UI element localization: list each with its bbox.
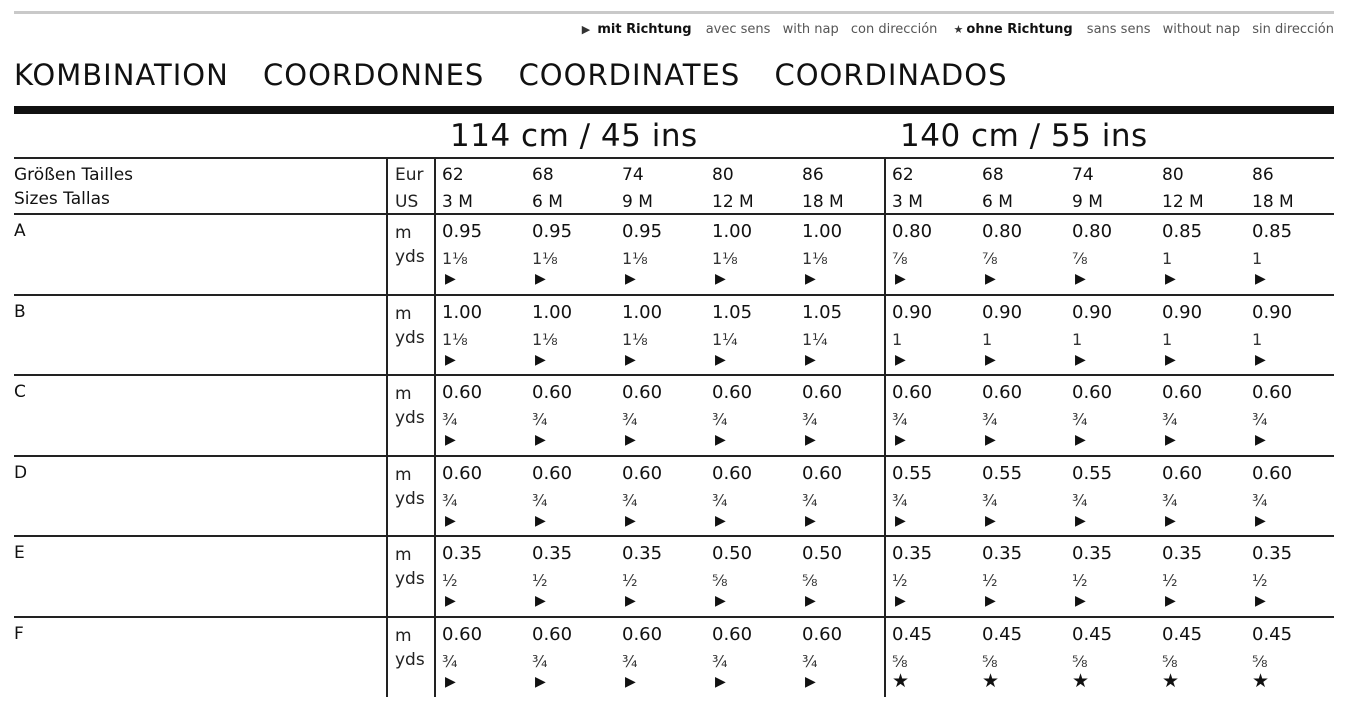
meters-value: 0.35 xyxy=(1162,543,1203,564)
with-nap-icon: ▶ xyxy=(895,432,906,448)
with-nap-icon: ▶ xyxy=(625,673,636,690)
row-divider xyxy=(14,374,1334,376)
title-de: KOMBINATION xyxy=(14,58,229,92)
meters-value: 0.55 xyxy=(982,462,1023,484)
top-rule xyxy=(14,11,1334,14)
yards-value: 1 xyxy=(1252,329,1263,349)
meters-value: 0.35 xyxy=(532,543,573,564)
title-underline xyxy=(14,106,1334,114)
with-nap-icon: ▶ xyxy=(805,351,816,368)
unit-yds: yds xyxy=(395,408,425,428)
yards-value: ¾ xyxy=(802,410,818,429)
with-nap-icon: ▶ xyxy=(715,271,726,287)
without-nap-icon: ★ xyxy=(892,669,910,692)
unit-m: m xyxy=(395,464,412,485)
yards-value: ½ xyxy=(982,571,998,590)
yards-value: ⅝ xyxy=(712,571,728,590)
with-nap-icon: ▶ xyxy=(715,351,726,368)
meters-value: 0.50 xyxy=(802,543,843,564)
yards-value: ¾ xyxy=(622,490,638,510)
with-nap-icon: ▶ xyxy=(445,271,456,287)
with-nap-icon: ▶ xyxy=(805,432,816,448)
meters-value: 0.60 xyxy=(802,623,843,645)
meters-value: 0.60 xyxy=(1252,462,1293,484)
yards-value: 1 xyxy=(892,329,903,349)
with-nap-icon: ▶ xyxy=(895,593,906,609)
meters-value: 0.90 xyxy=(1072,301,1113,323)
meters-value: 0.60 xyxy=(1162,382,1203,403)
view-label: B xyxy=(14,301,26,322)
yards-value: 1 xyxy=(1162,329,1173,349)
yards-value: ⅝ xyxy=(982,651,998,671)
meters-value: 0.45 xyxy=(1072,623,1113,645)
eur-label: Eur xyxy=(395,165,424,185)
with-nap-icon: ▶ xyxy=(1165,512,1176,529)
meters-value: 0.90 xyxy=(1252,301,1293,323)
unit-m: m xyxy=(395,223,412,243)
with-nap-icon: ▶ xyxy=(535,593,546,609)
meters-value: 0.35 xyxy=(442,543,483,564)
with-nap-icon: ▶ xyxy=(445,512,456,529)
unit-m: m xyxy=(395,384,412,404)
meters-value: 0.90 xyxy=(892,301,933,323)
legend-without-nap-es: sin dirección xyxy=(1252,22,1334,37)
meters-value: 0.85 xyxy=(1252,221,1293,242)
meters-value: 0.90 xyxy=(982,301,1023,323)
unit-m: m xyxy=(395,625,412,646)
yards-value: ½ xyxy=(532,571,548,590)
meters-value: 0.60 xyxy=(622,462,663,484)
with-nap-icon: ▶ xyxy=(1255,512,1266,529)
without-nap-icon: ★ xyxy=(1252,669,1270,692)
us-label: US xyxy=(395,192,419,212)
column-divider xyxy=(386,157,388,697)
with-nap-icon: ▶ xyxy=(445,351,456,368)
with-nap-icon: ▶ xyxy=(895,351,906,368)
legend-with-nap-en: with nap xyxy=(782,22,839,37)
meters-value: 0.60 xyxy=(442,382,483,403)
yards-value: ¾ xyxy=(442,651,458,671)
with-nap-icon: ▶ xyxy=(805,271,816,287)
meters-value: 1.00 xyxy=(802,221,843,242)
without-nap-icon: ★ xyxy=(953,23,964,36)
meters-value: 1.00 xyxy=(712,221,753,242)
yards-value: ¾ xyxy=(442,490,458,510)
with-nap-icon: ▶ xyxy=(1075,512,1086,529)
yards-value: ¾ xyxy=(1162,410,1178,429)
us-size: 3 M xyxy=(442,192,473,212)
meters-value: 0.60 xyxy=(1252,382,1293,403)
with-nap-icon: ▶ xyxy=(625,512,636,529)
meters-value: 0.60 xyxy=(1072,382,1113,403)
title-fr: COORDONNES xyxy=(263,58,485,92)
eur-size: 80 xyxy=(712,165,734,185)
with-nap-icon: ▶ xyxy=(715,673,726,690)
fabric-width-114: 114 cm / 45 ins xyxy=(450,118,698,154)
without-nap-icon: ★ xyxy=(1162,669,1180,692)
with-nap-icon: ▶ xyxy=(715,593,726,609)
meters-value: 0.60 xyxy=(802,462,843,484)
yards-value: 1 xyxy=(982,329,993,349)
yards-value: ⅞ xyxy=(892,249,908,268)
yards-value: ⅞ xyxy=(982,249,998,268)
with-nap-icon: ▶ xyxy=(1255,271,1266,287)
meters-value: 1.00 xyxy=(442,301,483,323)
meters-value: 0.55 xyxy=(892,462,933,484)
yards-value: ¾ xyxy=(622,651,638,671)
yards-value: ¾ xyxy=(532,410,548,429)
yards-value: ⅝ xyxy=(892,651,908,671)
eur-size: 80 xyxy=(1162,165,1184,185)
meters-value: 0.60 xyxy=(622,382,663,403)
eur-size: 68 xyxy=(532,165,554,185)
meters-value: 0.60 xyxy=(1162,462,1203,484)
legend-with-nap-es: con dirección xyxy=(850,22,938,37)
meters-value: 0.80 xyxy=(982,221,1023,242)
us-size: 6 M xyxy=(532,192,563,212)
eur-size: 68 xyxy=(982,165,1004,185)
with-nap-icon: ▶ xyxy=(1075,271,1086,287)
yards-value: ⅝ xyxy=(1252,651,1268,671)
with-nap-icon: ▶ xyxy=(625,271,636,287)
meters-value: 0.80 xyxy=(1072,221,1113,242)
yards-value: ⅝ xyxy=(802,571,818,590)
meters-value: 0.35 xyxy=(1252,543,1293,564)
legend-without-nap-en: without nap xyxy=(1162,22,1241,37)
with-nap-icon: ▶ xyxy=(715,512,726,529)
with-nap-icon: ▶ xyxy=(625,593,636,609)
meters-value: 1.00 xyxy=(532,301,573,323)
us-size: 9 M xyxy=(1072,192,1103,212)
with-nap-icon: ▶ xyxy=(535,673,546,690)
with-nap-icon: ▶ xyxy=(535,271,546,287)
meters-value: 0.45 xyxy=(892,623,933,645)
with-nap-icon: ▶ xyxy=(445,432,456,448)
meters-value: 0.35 xyxy=(892,543,933,564)
row-divider xyxy=(14,213,1334,215)
yards-value: ¾ xyxy=(1252,490,1268,510)
meters-value: 0.60 xyxy=(712,623,753,645)
eur-size: 62 xyxy=(442,165,464,185)
yards-value: ¾ xyxy=(712,651,728,671)
meters-value: 0.60 xyxy=(442,623,483,645)
yards-value: ¾ xyxy=(1072,410,1088,429)
view-label: C xyxy=(14,382,26,402)
yards-value: ½ xyxy=(1252,571,1268,590)
yards-value: ⅝ xyxy=(1162,651,1178,671)
column-divider xyxy=(884,157,886,697)
with-nap-icon: ▶ xyxy=(1075,593,1086,609)
yards-value: ¾ xyxy=(1252,410,1268,429)
unit-yds: yds xyxy=(395,649,425,670)
eur-size: 86 xyxy=(1252,165,1274,185)
yards-value: ¾ xyxy=(1072,490,1088,510)
meters-value: 0.60 xyxy=(712,462,753,484)
meters-value: 0.60 xyxy=(712,382,753,403)
with-nap-icon: ▶ xyxy=(895,512,906,529)
unit-yds: yds xyxy=(395,327,425,348)
with-nap-icon: ▶ xyxy=(895,271,906,287)
view-label: D xyxy=(14,462,28,483)
with-nap-icon: ▶ xyxy=(445,593,456,609)
yards-value: ½ xyxy=(892,571,908,590)
with-nap-icon: ▶ xyxy=(985,271,996,287)
yards-value: ¾ xyxy=(892,490,908,510)
meters-value: 0.45 xyxy=(1252,623,1293,645)
fabric-width-140: 140 cm / 55 ins xyxy=(900,118,1148,154)
meters-value: 0.60 xyxy=(982,382,1023,403)
with-nap-icon: ▶ xyxy=(985,351,996,368)
meters-value: 0.35 xyxy=(622,543,663,564)
with-nap-icon: ▶ xyxy=(1165,593,1176,609)
meters-value: 0.35 xyxy=(982,543,1023,564)
meters-value: 0.95 xyxy=(442,221,483,242)
yards-value: ¾ xyxy=(532,651,548,671)
yards-value: ¾ xyxy=(442,410,458,429)
yards-value: 1⅛ xyxy=(622,249,648,268)
meters-value: 0.60 xyxy=(442,462,483,484)
meters-value: 1.05 xyxy=(712,301,753,323)
eur-size: 62 xyxy=(892,165,914,185)
us-size: 12 M xyxy=(712,192,754,212)
legend-with-nap-de: mit Richtung xyxy=(597,22,692,37)
yards-value: 1⅛ xyxy=(442,249,468,268)
yards-value: 1⅛ xyxy=(532,249,558,268)
meters-value: 0.45 xyxy=(1162,623,1203,645)
view-label: E xyxy=(14,543,25,563)
meters-value: 0.60 xyxy=(622,623,663,645)
us-size: 18 M xyxy=(1252,192,1294,212)
with-nap-icon: ▶ xyxy=(805,673,816,690)
legend-without-nap-de: ohne Richtung xyxy=(966,22,1073,37)
with-nap-icon: ▶ xyxy=(581,23,591,36)
yards-value: ⅞ xyxy=(1072,249,1088,268)
yards-value: ¾ xyxy=(532,490,548,510)
yards-value: ⅝ xyxy=(1072,651,1088,671)
yards-value: 1 xyxy=(1252,249,1263,268)
eur-size: 74 xyxy=(622,165,644,185)
meters-value: 0.95 xyxy=(622,221,663,242)
with-nap-icon: ▶ xyxy=(625,432,636,448)
yards-value: ¾ xyxy=(892,410,908,429)
with-nap-icon: ▶ xyxy=(535,432,546,448)
yards-value: ½ xyxy=(1072,571,1088,590)
legend-without-nap-fr: sans sens xyxy=(1086,22,1151,37)
with-nap-icon: ▶ xyxy=(985,512,996,529)
title-es: COORDINADOS xyxy=(774,58,1008,92)
yards-value: 1⅛ xyxy=(622,329,648,349)
with-nap-icon: ▶ xyxy=(535,351,546,368)
meters-value: 0.35 xyxy=(1072,543,1113,564)
page-title xyxy=(14,58,1031,92)
yards-value: 1⅛ xyxy=(532,329,558,349)
with-nap-icon: ▶ xyxy=(985,593,996,609)
row-divider xyxy=(14,616,1334,618)
unit-m: m xyxy=(395,303,412,324)
sizes-label-line2: Sizes Tallas xyxy=(14,189,110,209)
unit-yds: yds xyxy=(395,569,425,589)
without-nap-icon: ★ xyxy=(982,669,1000,692)
yards-value: ½ xyxy=(442,571,458,590)
with-nap-icon: ▶ xyxy=(1255,432,1266,448)
with-nap-icon: ▶ xyxy=(1075,351,1086,368)
meters-value: 0.60 xyxy=(532,623,573,645)
yards-value: ¾ xyxy=(712,490,728,510)
meters-value: 1.00 xyxy=(622,301,663,323)
without-nap-icon: ★ xyxy=(1072,669,1090,692)
meters-value: 0.85 xyxy=(1162,221,1203,242)
with-nap-icon: ▶ xyxy=(715,432,726,448)
yards-value: ½ xyxy=(1162,571,1178,590)
with-nap-icon: ▶ xyxy=(1165,432,1176,448)
meters-value: 0.60 xyxy=(892,382,933,403)
with-nap-icon: ▶ xyxy=(445,673,456,690)
with-nap-icon: ▶ xyxy=(1165,351,1176,368)
meters-value: 0.90 xyxy=(1162,301,1203,323)
with-nap-icon: ▶ xyxy=(1075,432,1086,448)
with-nap-icon: ▶ xyxy=(805,593,816,609)
yards-value: ¾ xyxy=(1162,490,1178,510)
yards-value: ¾ xyxy=(982,410,998,429)
meters-value: 0.60 xyxy=(532,382,573,403)
meters-value: 1.05 xyxy=(802,301,843,323)
row-divider xyxy=(14,157,1334,159)
unit-yds: yds xyxy=(395,247,425,267)
us-size: 18 M xyxy=(802,192,844,212)
meters-value: 0.60 xyxy=(802,382,843,403)
us-size: 12 M xyxy=(1162,192,1204,212)
yards-value: 1 xyxy=(1072,329,1083,349)
eur-size: 86 xyxy=(802,165,824,185)
with-nap-icon: ▶ xyxy=(1255,593,1266,609)
view-label: A xyxy=(14,221,26,241)
unit-yds: yds xyxy=(395,488,425,509)
with-nap-icon: ▶ xyxy=(535,512,546,529)
yards-value: 1⅛ xyxy=(712,249,738,268)
with-nap-icon: ▶ xyxy=(1255,351,1266,368)
row-divider xyxy=(14,294,1334,296)
eur-size: 74 xyxy=(1072,165,1094,185)
yards-value: 1⅛ xyxy=(442,329,468,349)
yards-value: 1¼ xyxy=(712,329,738,349)
yards-value: ¾ xyxy=(712,410,728,429)
with-nap-icon: ▶ xyxy=(1165,271,1176,287)
view-label: F xyxy=(14,623,24,644)
yards-value: ¾ xyxy=(802,490,818,510)
yards-value: ¾ xyxy=(982,490,998,510)
legend-with-nap-fr: avec sens xyxy=(705,22,771,37)
column-divider xyxy=(434,157,436,697)
row-divider xyxy=(14,535,1334,537)
us-size: 3 M xyxy=(892,192,923,212)
yards-value: 1⅛ xyxy=(802,249,828,268)
meters-value: 0.95 xyxy=(532,221,573,242)
title-en: COORDINATES xyxy=(518,58,741,92)
unit-m: m xyxy=(395,545,412,565)
yards-value: ¾ xyxy=(622,410,638,429)
meters-value: 0.50 xyxy=(712,543,753,564)
meters-value: 0.45 xyxy=(982,623,1023,645)
meters-value: 0.60 xyxy=(532,462,573,484)
sizes-label-line1: Größen Tailles xyxy=(14,165,134,185)
yards-value: 1¼ xyxy=(802,329,828,349)
yards-value: 1 xyxy=(1162,249,1173,268)
yards-value: ¾ xyxy=(802,651,818,671)
with-nap-icon: ▶ xyxy=(625,351,636,368)
yards-value: ½ xyxy=(622,571,638,590)
us-size: 6 M xyxy=(982,192,1013,212)
row-divider xyxy=(14,455,1334,457)
with-nap-icon: ▶ xyxy=(805,512,816,529)
meters-value: 0.80 xyxy=(892,221,933,242)
nap-legend xyxy=(582,22,1334,37)
us-size: 9 M xyxy=(622,192,653,212)
with-nap-icon: ▶ xyxy=(985,432,996,448)
meters-value: 0.55 xyxy=(1072,462,1113,484)
